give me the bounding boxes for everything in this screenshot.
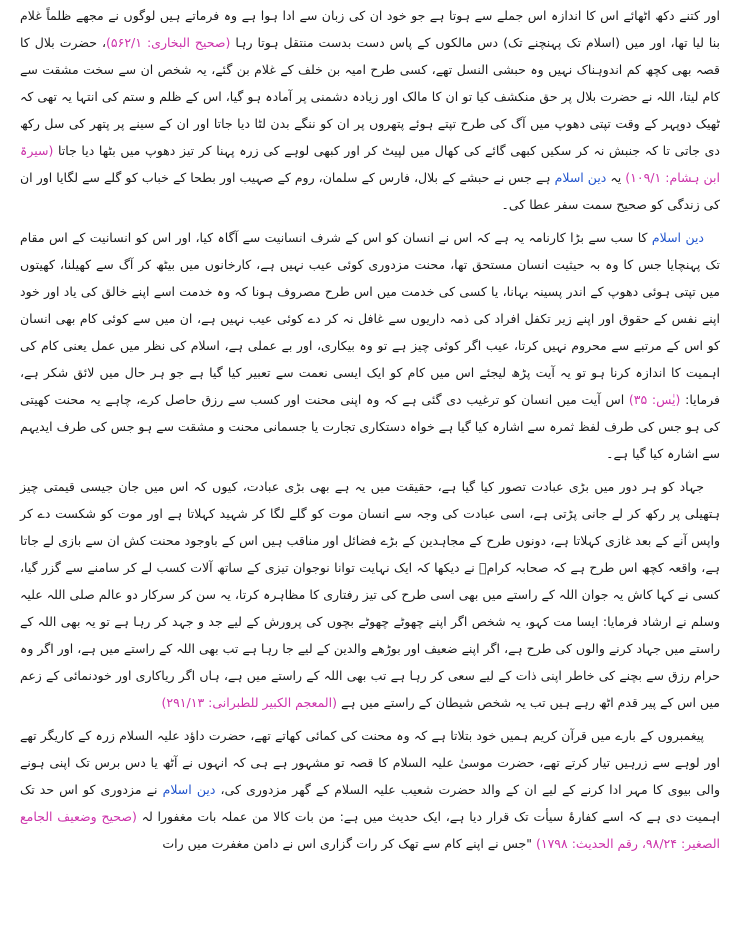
citation-reference: (صحیح البخاری: ۵۶۲/۱) [106,35,231,50]
body-text: یہ [606,170,626,185]
document-page [20,2,720,863]
paragraph [20,722,720,857]
paragraph [20,473,720,716]
citation-reference: (المعجم الکبیر للطبرانی: ۲۹۱/۱۳) [161,695,337,710]
paragraph [20,2,720,218]
highlighted-term: دین اسلام [651,230,704,245]
citation-reference: (سیرۃ ابن ہشام: ۱۰۹/۱) [20,143,720,185]
body-text: جہاد کو ہر دور میں بڑی عبادت تصور کیا گیا ہے، حقیقت میں یہ ہے بھی بڑی عبادت، کیوں کہ اس میں جان جیسی قیمتی چیز ہتھیلی پر رکھ کر لے جانی پڑتی ہے، اسی عبادت کی وجہ سے انسان موت کو گلے لگا کر شہید کہلاتا ہے اور موت کو شکست دے کر واپس آنے کے بعد غازی کہلاتا ہے، دونوں طرح کے مجاہدین کے بڑے فضائل اور مناقب ہیں اس کے باوجود محنت کش ان سے بازی لے جاتا ہے، واقعہ کچھ اس طرح ہے کہ صحابہ کرامؓ نے دیکھا کہ ایک نہایت توانا نوجوان تیزی کے ساتھ آلات کسب لے کر سامنے سے گزر گیا، کسی نے کہا کاش یہ جوان اللہ کے راستے میں بھی اسی طرح کی تیز رفتاری کا مظاہرہ کرتا، یہ سن کر سرکار دو عالم صلی اللہ علیہ وسلم نے ارشاد فرمایا: ایسا مت کہو، یہ شخص اگر اپنے چھوٹے چھوٹے بچوں کی پرورش کے لیے جد و جہد کر رہا ہے تو یہ بھی اللہ کے راستے میں جہاد کرنے والوں کی طرح ہے، اگر اپنے ضعیف اور بوڑھے والدین کے لیے جا رہا ہے تب بھی اللہ کے راستے میں ہے، اور اگر وہ حرام رزق سے بچنے کی خاطر اپنی ذات کے لیے سعی کر رہا ہے تب بھی اللہ کے راستے میں ہے، ہاں اگر ریاکاری اور خودنمائی کے زعم میں اس کے پیر قدم اٹھ رہے ہیں تب یہ شخص شیطان کے راستے میں ہے [20,479,720,710]
body-text: کا سب سے بڑا کارنامہ یہ ہے کہ اس نے انسان کو اس کے شرف انسانیت سے آگاہ کیا، اور اس کو انسانیت کے اس مقام تک پہنچایا جس کا وہ بہ حیثیت انسان مستحق تھا، محنت مزدوری کوئی عیب نہیں ہے، کارخانوں میں بیٹھ کر آگ سے کھیلنا، کھیتوں میں تپتی ہوئی دھوپ کے اندر پسینہ بہانا، یا کسی کی خدمت میں اس طرح مصروف ہونا کہ وہ خدمت اسے اپنے خالق کی یاد اور خود اپنے نفس کے حقوق اور اپنے زیر تکفل افراد کی ذمہ داریوں سے غافل نہ کر دے کوئی عیب نہیں ہے، ان میں سے کوئی کام بھی انسان کو اس کے مرتبے سے محروم نہیں کرتا، عیب اگر کوئی چیز ہے تو وہ بیکاری، اور بے عملی ہے، اسلام کی نظر میں عمل یعنی کام کی اہمیت کا اندازہ کرنا ہو تو یہ آیت پڑھ لیجئے اس میں کام کو ایک ایسی نعمت سے تعبیر کیا گیا ہے جو ہر حال میں لائق شکر ہے، فرمایا: [20,230,720,407]
citation-reference: (یٰس: ۳۵) [628,392,681,407]
body-text: ہے جس نے حبشے کے بلال، فارس کے سلمان، روم کے صہیب اور بطحا کے خباب کو گلے سے لگایا اور ان کی زندگی کو صحیح سمت سفر عطا کی۔ [20,170,720,212]
body-text: نے مزدوری کو اس حد تک اہمیت دی ہے کہ اسے کفارۂ سیأت تک قرار دیا ہے، ایک حدیث میں ہے: من بات کالا من عملہ بات مغفورا لہ [20,782,720,824]
citation-reference: (صحیح وضعیف الجامع الصغیر: ۹۸/۲۴، رقم الحدیث: ۱۷۹۸) [20,809,720,851]
body-text: اور کتنے دکھ اٹھائے اس کا اندازہ اس جملے سے ہوتا ہے جو خود ان کی زبان سے ادا ہوا ہے وہ فرماتے ہیں لوگوں نے مجھے ظلماً غلام بنا لیا تھا، اور میں (اسلام تک پہنچنے تک) دس مالکوں کے پاس دست بدست منتقل ہوتا رہا [20,8,720,50]
highlighted-term: دین اسلام [162,782,216,797]
paragraph [20,224,720,467]
body-text: اس آیت میں انسان کو ترغیب دی گئی ہے کہ وہ اپنی محنت اور کسب سے رزق حاصل کرے، چاہے یہ محنت کھیتی کی ہو جس کی طرف لفظ ثمرہ سے اشارہ کیا گیا ہے خواہ دستکاری تجارت یا جسمانی محنت و مشقت سے ہو جس کی طرف ایدیہم سے اشارہ کیا گیا ہے۔ [20,392,720,461]
body-text: پیغمبروں کے بارے میں قرآن کریم ہمیں خود بتلاتا ہے کہ وہ محنت کی کمائی کھاتے تھے، حضرت داؤد علیہ السلام زرہ کے کاریگر تھے اور لوہے سے زرہیں تیار کرتے تھے، حضرت موسیٰ علیہ السلام کا قصہ تو مشہور ہے ہی کہ انہوں نے آٹھ یا دس برس تک اپنی ہونے والی بیوی کا مہر ادا کرنے کے لیے ان کے والد حضرت شعیب علیہ السلام کے گھر مزدوری کی، [20,728,720,797]
body-text: ، حضرت بلال کا قصہ بھی کچھ کم اندوہناک نہیں وہ حبشی النسل تھے، کسی طرح امیہ بن خلف کے غلام بن گئے، یہ شخص ان سے سخت مشقت سے کام لیتا، اللہ نے حضرت بلال پر حق منکشف کیا تو ان کا مالک اور زیادہ دشمنی پر آمادہ ہو گیا، اس کے ظلم و ستم کی انتہا یہ تھی کہ ٹھیک دوپہر کے وقت تپتی دھوپ میں آگ کی طرح تپتے ہوئے پتھروں پر ان کو ننگے بدن لٹا دیا جاتا اور ان کے سینے پر پتھر کی سل رکھ دی جاتی تا کہ جنبش نہ کر سکیں کبھی گائے کی کھال میں لپیٹ کر اور کبھی لوہے کی زرہ پہنا کر تیز دھوپ میں بٹھا دیا جاتا [20,35,720,158]
highlighted-term: دین اسلام [554,170,607,185]
body-text: "جس نے اپنے کام سے تھک کر رات گزاری اس نے دامن مغفرت میں رات [162,836,536,851]
